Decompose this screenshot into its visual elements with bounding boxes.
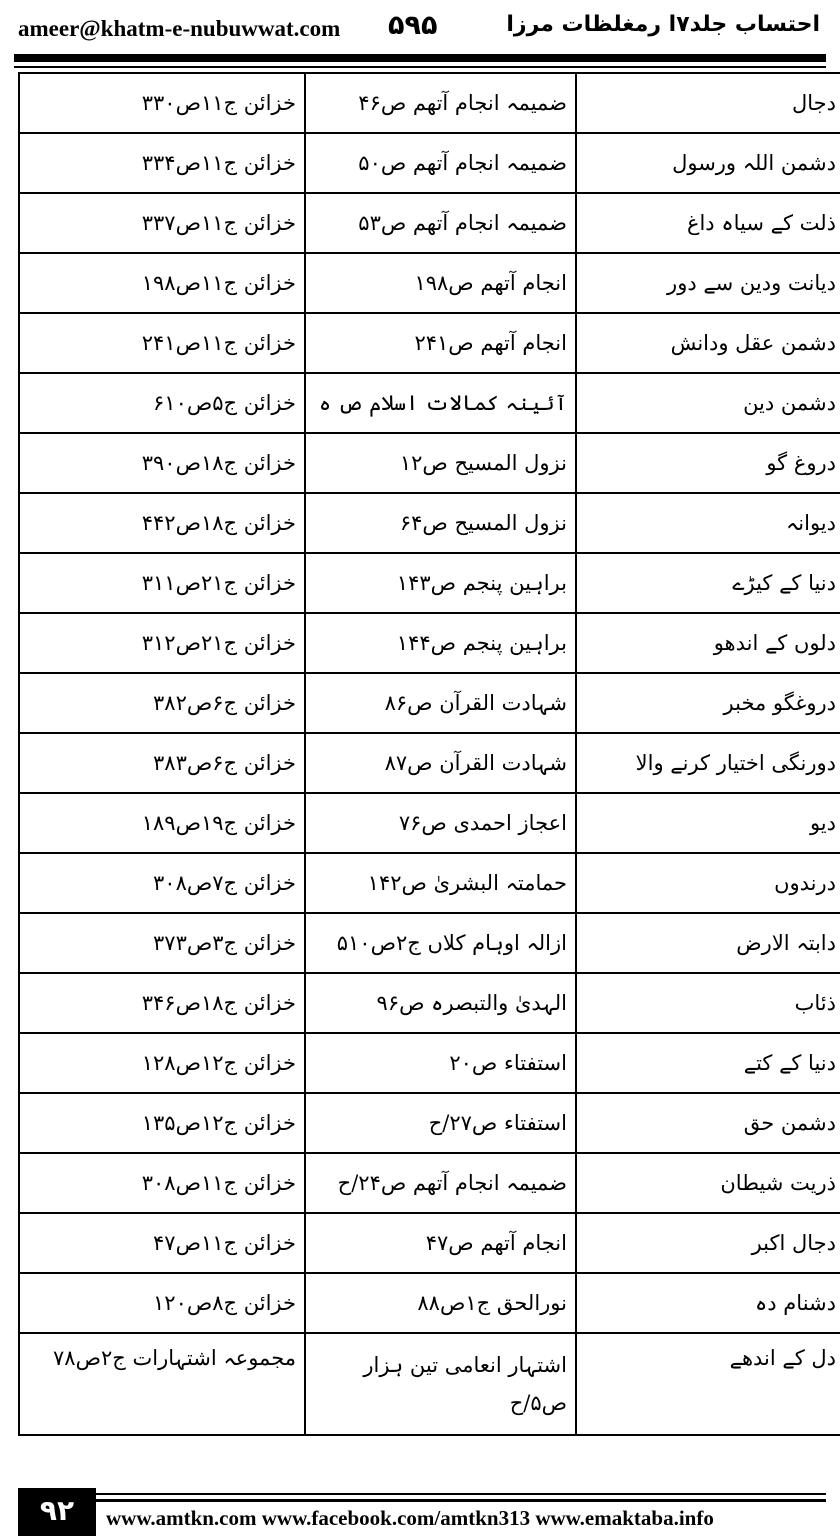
- row-name-cell: دشمن حق: [576, 1093, 840, 1153]
- row-source-cell: آئینہ کمالات اسلام ص ہ: [305, 373, 576, 433]
- footer-page-badge: ۹۲: [18, 1488, 96, 1536]
- table-row: [19, 433, 840, 493]
- row-name-cell: دنیا کے کتے: [576, 1033, 840, 1093]
- table-row: [19, 1213, 840, 1273]
- row-source-cell: الہدیٰ والتبصرہ ص۹۶: [305, 973, 576, 1033]
- row-source-cell: براہین پنجم ص۱۴۴: [305, 613, 576, 673]
- table-row: [19, 1093, 840, 1153]
- table-row: [19, 1153, 840, 1213]
- row-source-cell: استفتاء ص۲۰: [305, 1033, 576, 1093]
- table-row: [19, 733, 840, 793]
- row-source-cell: استفتاء ص۲۷/ح: [305, 1093, 576, 1153]
- row-name-cell: دلوں کے اندھو: [576, 613, 840, 673]
- row-name-cell: دشمن اللہ ورسول: [576, 133, 840, 193]
- row-source-cell: انجام آتھم ص۱۹۸: [305, 253, 576, 313]
- row-source-cell: نورالحق ج۱ص۸۸: [305, 1273, 576, 1333]
- row-source-cell: اعجاز احمدی ص۷۶: [305, 793, 576, 853]
- row-reference-cell: خزائن ج۸ص۱۲۰: [19, 1273, 305, 1333]
- row-reference-cell: خزائن ج۱۸ص۴۴۲: [19, 493, 305, 553]
- row-name-cell: دنیا کے کیڑے: [576, 553, 840, 613]
- row-reference-cell: خزائن ج۱۱ص۳۳۷: [19, 193, 305, 253]
- row-name-cell: دجال اکبر: [576, 1213, 840, 1273]
- row-name-cell: دل کے اندھے: [576, 1333, 840, 1435]
- table-row: [19, 133, 840, 193]
- row-name-cell: دروغ گو: [576, 433, 840, 493]
- row-reference-cell: خزائن ج۱۱ص۱۹۸: [19, 253, 305, 313]
- row-source-cell: براہین پنجم ص۱۴۳: [305, 553, 576, 613]
- row-name-cell: دورنگی اختیار کرنے والا: [576, 733, 840, 793]
- row-reference-cell: خزائن ج۱۱ص۳۳۰: [19, 73, 305, 133]
- row-reference-cell: خزائن ج۵ص۶۱۰: [19, 373, 305, 433]
- footer-rule-thick: [96, 1499, 826, 1502]
- table-row: [19, 373, 840, 433]
- row-reference-cell: خزائن ج۳ص۳۷۳: [19, 913, 305, 973]
- row-source-cell: نزول المسیح ص۶۴: [305, 493, 576, 553]
- row-name-cell: دشمن عقل ودانش: [576, 313, 840, 373]
- table-row: [19, 973, 840, 1033]
- row-source-cell: ضمیمہ انجام آتھم ص۵۰: [305, 133, 576, 193]
- row-name-cell: دیانت ودین سے دور: [576, 253, 840, 313]
- row-name-cell: ذئاب: [576, 973, 840, 1033]
- page-number: ۵۹۵: [388, 10, 438, 41]
- row-source-cell: انجام آتھم ص۲۴۱: [305, 313, 576, 373]
- row-reference-cell: خزائن ج۶ص۳۸۲: [19, 673, 305, 733]
- row-reference-cell: مجموعہ اشتہارات ج۲ص۷۸: [19, 1333, 305, 1435]
- row-name-cell: دشمن دین: [576, 373, 840, 433]
- row-source-cell: ضمیمہ انجام آتھم ص۴۶: [305, 73, 576, 133]
- table-row: [19, 1033, 840, 1093]
- page-header: [0, 0, 840, 56]
- row-reference-cell: خزائن ج۶ص۳۸۳: [19, 733, 305, 793]
- row-reference-cell: خزائن ج۲۱ص۳۱۱: [19, 553, 305, 613]
- row-source-cell: ضمیمہ انجام آتھم ص۲۴/ح: [305, 1153, 576, 1213]
- row-name-cell: ذلت کے سیاہ داغ: [576, 193, 840, 253]
- row-name-cell: دشنام دہ: [576, 1273, 840, 1333]
- table-row: [19, 73, 840, 133]
- table-row: [19, 553, 840, 613]
- row-reference-cell: خزائن ج۱۸ص۳۴۶: [19, 973, 305, 1033]
- row-reference-cell: خزائن ج۱۲ص۱۲۸: [19, 1033, 305, 1093]
- footer-rule-thin: [96, 1493, 826, 1495]
- row-name-cell: درندوں: [576, 853, 840, 913]
- header-rule-thin: [14, 66, 826, 68]
- book-title: احتساب جلد۷ا رمغلظات مرزا: [506, 12, 820, 37]
- header-email: ameer@khatm-e-nubuwwat.com: [18, 16, 341, 41]
- row-reference-cell: خزائن ج۱۸ص۳۹۰: [19, 433, 305, 493]
- row-name-cell: دیوانہ: [576, 493, 840, 553]
- table-row: [19, 1273, 840, 1333]
- table-row: [19, 673, 840, 733]
- row-source-cell: ضمیمہ انجام آتھم ص۵۳: [305, 193, 576, 253]
- row-reference-cell: خزائن ج۷ص۳۰۸: [19, 853, 305, 913]
- row-reference-cell: خزائن ج۲۱ص۳۱۲: [19, 613, 305, 673]
- row-name-cell: دیو: [576, 793, 840, 853]
- header-rule-thick: [14, 54, 826, 62]
- row-source-cell: انجام آتھم ص۴۷: [305, 1213, 576, 1273]
- table-row: [19, 313, 840, 373]
- row-name-cell: دروغگو مخبر: [576, 673, 840, 733]
- row-source-cell: نزول المسیح ص۱۲: [305, 433, 576, 493]
- row-reference-cell: خزائن ج۱۱ص۲۴۱: [19, 313, 305, 373]
- row-name-cell: دجال: [576, 73, 840, 133]
- table-row: [19, 793, 840, 853]
- row-reference-cell: خزائن ج۱۱ص۳۰۸: [19, 1153, 305, 1213]
- row-reference-cell: خزائن ج۱۹ص۱۸۹: [19, 793, 305, 853]
- row-source-cell: شہادت القرآن ص۸۶: [305, 673, 576, 733]
- table-row: [19, 913, 840, 973]
- row-name-cell: دابتہ الارض: [576, 913, 840, 973]
- row-name-cell: ذریت شیطان: [576, 1153, 840, 1213]
- row-source-cell: شہادت القرآن ص۸۷: [305, 733, 576, 793]
- table-row: [19, 1333, 840, 1435]
- table-row: [19, 253, 840, 313]
- row-reference-cell: خزائن ج۱۱ص۴۷: [19, 1213, 305, 1273]
- row-source-cell: اشتہار انعامی تین ہزار ص۵/ح: [305, 1333, 576, 1435]
- row-source-cell: حمامتہ البشریٰ ص۱۴۲: [305, 853, 576, 913]
- row-source-cell: ازالہ اوہام کلاں ج۲ص۵۱۰: [305, 913, 576, 973]
- table-row: [19, 193, 840, 253]
- footer-urls: www.amtkn.com www.facebook.com/amtkn313 www.emaktaba.info: [106, 1506, 714, 1530]
- abuse-reference-table: [18, 72, 840, 1436]
- table-row: [19, 613, 840, 673]
- table-row: [19, 853, 840, 913]
- table-row: [19, 493, 840, 553]
- row-reference-cell: خزائن ج۱۱ص۳۳۴: [19, 133, 305, 193]
- row-reference-cell: خزائن ج۱۲ص۱۳۵: [19, 1093, 305, 1153]
